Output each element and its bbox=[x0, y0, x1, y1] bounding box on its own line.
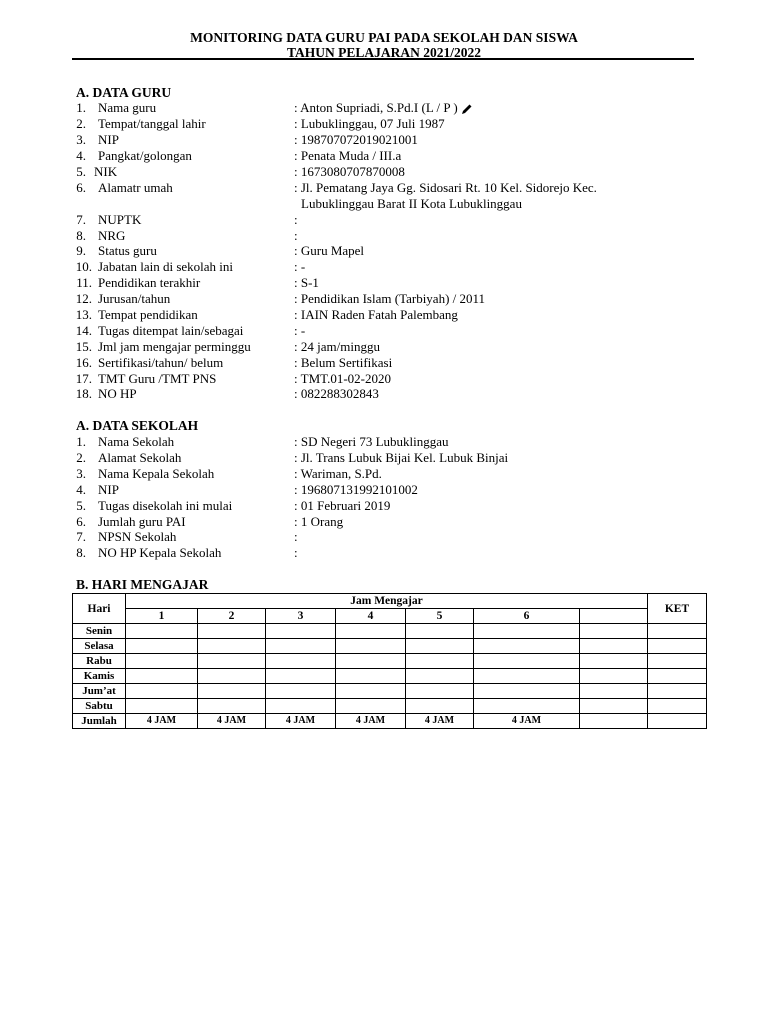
schedule-cell bbox=[126, 684, 198, 699]
jam-number-header: 3 bbox=[266, 609, 336, 624]
schedule-cell bbox=[126, 654, 198, 669]
field-value-text: : IAIN Raden Fatah Palembang bbox=[294, 307, 458, 322]
schedule-cell bbox=[266, 654, 336, 669]
field-value-text: : Lubuklinggau, 07 Juli 1987 bbox=[294, 116, 445, 131]
field-value bbox=[294, 228, 298, 244]
field-label: Pendidikan terakhir bbox=[98, 275, 201, 290]
schedule-cell bbox=[580, 669, 648, 684]
day-label: Kamis bbox=[73, 669, 126, 684]
field-value bbox=[294, 275, 319, 291]
field-number: 1. bbox=[76, 100, 86, 115]
field-value bbox=[294, 386, 379, 402]
field-number: 5. bbox=[76, 164, 86, 179]
schedule-cell bbox=[266, 639, 336, 654]
schedule-cell bbox=[648, 699, 707, 714]
field-row bbox=[0, 259, 768, 275]
field-value-text: : bbox=[294, 212, 298, 227]
table-header-row bbox=[73, 594, 707, 609]
schedule-cell bbox=[406, 654, 474, 669]
field-number: 4. bbox=[76, 148, 86, 163]
field-value bbox=[294, 212, 298, 228]
field-value-text: : 24 jam/minggu bbox=[294, 339, 380, 354]
field-value bbox=[294, 243, 364, 259]
field-number: 12. bbox=[75, 291, 92, 306]
field-value-text: : Guru Mapel bbox=[294, 243, 365, 258]
field-value-text: : 198707072019021001 bbox=[294, 132, 418, 147]
field-label: Alamat Sekolah bbox=[98, 449, 182, 465]
field-number: 6. bbox=[76, 180, 86, 195]
field-row bbox=[0, 148, 768, 164]
field-label: Pangkat/golongan bbox=[98, 148, 192, 163]
field-value bbox=[294, 164, 405, 180]
field-row bbox=[0, 291, 768, 307]
schedule-cell bbox=[266, 699, 336, 714]
day-label: Selasa bbox=[73, 639, 126, 654]
jumlah-value: 4 JAM bbox=[336, 714, 406, 729]
jumlah-value: 4 JAM bbox=[406, 714, 474, 729]
field-value bbox=[294, 498, 390, 514]
jam-number-header bbox=[580, 609, 648, 624]
field-value bbox=[294, 355, 392, 371]
field-row bbox=[0, 228, 768, 244]
schedule-cell bbox=[336, 654, 406, 669]
column-header-jam-mengajar: Jam Mengajar bbox=[126, 594, 648, 609]
field-number: 3. bbox=[76, 465, 86, 481]
field-label: Alamatr umah bbox=[98, 180, 173, 195]
jumlah-value bbox=[648, 714, 707, 729]
field-value-text: : bbox=[294, 228, 298, 243]
field-number: 13. bbox=[75, 307, 92, 322]
field-value bbox=[294, 339, 380, 355]
field-value-text: : 196807131992101002 bbox=[294, 481, 418, 497]
field-number: 7. bbox=[76, 212, 86, 227]
schedule-cell bbox=[336, 624, 406, 639]
field-label: Jumlah guru PAI bbox=[98, 513, 186, 529]
schedule-cell bbox=[580, 639, 648, 654]
field-row bbox=[0, 434, 768, 450]
field-value-text: : Wariman, S.Pd. bbox=[294, 465, 382, 481]
field-value bbox=[294, 434, 449, 450]
section-heading-data-guru: A. DATA GURU bbox=[76, 85, 172, 100]
field-value bbox=[294, 180, 597, 196]
field-value-text: : Anton Supriadi, S.Pd.I (L / P ) bbox=[294, 100, 458, 115]
jam-number-header: 2 bbox=[198, 609, 266, 624]
jumlah-value: 4 JAM bbox=[266, 714, 336, 729]
field-label: NIP bbox=[98, 481, 119, 497]
section-heading-data-sekolah: A. DATA SEKOLAH bbox=[76, 418, 199, 433]
field-label: NRG bbox=[98, 228, 126, 243]
field-value-text: : bbox=[294, 529, 298, 545]
field-label: Jurusan/tahun bbox=[98, 291, 171, 306]
pencil-icon bbox=[461, 103, 473, 115]
schedule-cell bbox=[580, 684, 648, 699]
field-number: 3. bbox=[76, 132, 86, 147]
field-label: NUPTK bbox=[98, 212, 142, 227]
field-number: 17. bbox=[75, 371, 92, 386]
schedule-cell bbox=[648, 624, 707, 639]
field-value-text: : Penata Muda / III.a bbox=[294, 148, 402, 163]
schedule-cell bbox=[580, 654, 648, 669]
section-heading-hari-mengajar: B. HARI MENGAJAR bbox=[76, 577, 209, 592]
field-label: Tempat/tanggal lahir bbox=[98, 116, 206, 131]
field-row bbox=[0, 450, 768, 466]
schedule-cell bbox=[406, 684, 474, 699]
schedule-cell bbox=[474, 684, 580, 699]
schedule-cell bbox=[474, 654, 580, 669]
schedule-cell bbox=[336, 639, 406, 654]
field-value-text: : Jl. Trans Lubuk Bijai Kel. Lubuk Binjai bbox=[294, 449, 509, 465]
field-label: TMT Guru /TMT PNS bbox=[98, 371, 217, 386]
field-label: Tugas ditempat lain/sebagai bbox=[98, 323, 244, 338]
day-label: Senin bbox=[73, 624, 126, 639]
field-row bbox=[0, 100, 768, 116]
table-row bbox=[73, 624, 707, 639]
jam-number-header: 6 bbox=[474, 609, 580, 624]
field-row bbox=[0, 466, 768, 482]
field-value-text: : - bbox=[294, 323, 306, 338]
schedule-cell bbox=[198, 639, 266, 654]
day-label: Rabu bbox=[73, 654, 126, 669]
field-row bbox=[0, 323, 768, 339]
field-number: 18. bbox=[75, 386, 92, 401]
field-number: 8. bbox=[76, 545, 86, 561]
field-label: Nama Sekolah bbox=[98, 434, 175, 449]
field-row bbox=[0, 482, 768, 498]
day-label: Jum’at bbox=[73, 684, 126, 699]
schedule-cell bbox=[580, 699, 648, 714]
field-value bbox=[294, 529, 298, 545]
schedule-cell bbox=[474, 624, 580, 639]
field-number: 16. bbox=[75, 355, 92, 370]
field-label: NIP bbox=[98, 132, 119, 147]
field-row bbox=[0, 164, 768, 180]
field-number: 1. bbox=[76, 434, 86, 449]
schedule-cell bbox=[580, 624, 648, 639]
field-value bbox=[294, 371, 391, 387]
field-row bbox=[0, 529, 768, 545]
column-header-ket: KET bbox=[648, 594, 707, 624]
table-row bbox=[73, 669, 707, 684]
field-row bbox=[0, 180, 768, 196]
jumlah-value: 4 JAM bbox=[198, 714, 266, 729]
field-value-text: : 082288302843 bbox=[294, 386, 379, 401]
field-row bbox=[0, 307, 768, 323]
field-row bbox=[0, 132, 768, 148]
field-row bbox=[0, 355, 768, 371]
field-value-text: : 01 Februari 2019 bbox=[294, 497, 391, 513]
jumlah-value: 4 JAM bbox=[126, 714, 198, 729]
field-number: 6. bbox=[76, 513, 86, 529]
table-row bbox=[73, 699, 707, 714]
title-divider bbox=[72, 58, 694, 60]
schedule-cell bbox=[198, 684, 266, 699]
field-value-text: : S-1 bbox=[294, 275, 319, 290]
schedule-cell bbox=[198, 624, 266, 639]
field-number: 9. bbox=[76, 243, 86, 258]
schedule-cell bbox=[406, 669, 474, 684]
field-row bbox=[0, 243, 768, 259]
field-value bbox=[294, 116, 445, 132]
field-row bbox=[0, 116, 768, 132]
field-label: NO HP bbox=[98, 386, 137, 401]
schedule-cell bbox=[406, 624, 474, 639]
schedule-cell bbox=[648, 639, 707, 654]
field-row-continuation bbox=[0, 196, 768, 212]
field-number: 2. bbox=[76, 116, 86, 131]
field-row bbox=[0, 545, 768, 561]
jam-number-header: 4 bbox=[336, 609, 406, 624]
field-value bbox=[294, 132, 418, 148]
day-label: Sabtu bbox=[73, 699, 126, 714]
jam-number-header: 1 bbox=[126, 609, 198, 624]
schedule-cell bbox=[474, 669, 580, 684]
field-value bbox=[294, 450, 508, 466]
schedule-cell bbox=[126, 669, 198, 684]
field-value-text: : bbox=[294, 545, 298, 561]
field-row bbox=[0, 514, 768, 530]
schedule-cell bbox=[336, 669, 406, 684]
field-row bbox=[0, 212, 768, 228]
field-value-text: : TMT.01-02-2020 bbox=[294, 371, 392, 386]
table-row bbox=[73, 654, 707, 669]
field-label: Status guru bbox=[98, 243, 157, 258]
field-value-text: : - bbox=[294, 259, 306, 274]
field-label: Jabatan lain di sekolah ini bbox=[98, 259, 234, 274]
table-total-row bbox=[73, 714, 707, 729]
field-value-text: : 1 Orang bbox=[294, 513, 344, 529]
field-number: 2. bbox=[76, 449, 86, 465]
jumlah-value: 4 JAM bbox=[474, 714, 580, 729]
field-label: NPSN Sekolah bbox=[98, 529, 177, 545]
field-value bbox=[294, 482, 418, 498]
schedule-cell bbox=[336, 684, 406, 699]
schedule-cell bbox=[648, 654, 707, 669]
schedule-cell bbox=[266, 684, 336, 699]
field-number: 8. bbox=[76, 228, 86, 243]
jumlah-value bbox=[580, 714, 648, 729]
field-number: 10. bbox=[75, 259, 92, 274]
schedule-cell bbox=[266, 624, 336, 639]
field-value-text: : Jl. Pematang Jaya Gg. Sidosari Rt. 10 Kel. Sidorejo Kec. bbox=[294, 180, 597, 195]
schedule-cell bbox=[648, 669, 707, 684]
schedule-cell bbox=[266, 669, 336, 684]
field-value bbox=[294, 307, 458, 323]
column-header-hari: Hari bbox=[73, 594, 126, 624]
field-value bbox=[294, 545, 298, 561]
field-value-text: : SD Negeri 73 Lubuklinggau bbox=[294, 434, 449, 449]
field-label: Nama guru bbox=[98, 100, 157, 115]
field-value bbox=[294, 466, 382, 482]
jam-number-header: 5 bbox=[406, 609, 474, 624]
schedule-cell bbox=[474, 699, 580, 714]
field-value-text: : 1673080707870008 bbox=[294, 164, 405, 179]
field-row bbox=[0, 386, 768, 402]
field-value bbox=[294, 514, 343, 530]
field-label: Sertifikasi/tahun/ belum bbox=[98, 355, 224, 370]
schedule-cell bbox=[406, 639, 474, 654]
document-subtitle: TAHUN PELAJARAN 2021/2022 bbox=[286, 45, 481, 60]
table-row bbox=[73, 684, 707, 699]
field-number: 14. bbox=[75, 323, 92, 338]
field-label: NIK bbox=[94, 164, 118, 179]
schedule-cell bbox=[474, 639, 580, 654]
schedule-cell bbox=[126, 639, 198, 654]
field-value bbox=[294, 100, 473, 116]
field-value-text: : Belum Sertifikasi bbox=[294, 355, 393, 370]
teaching-schedule-table bbox=[72, 593, 707, 729]
field-value-text: : Pendidikan Islam (Tarbiyah) / 2011 bbox=[294, 291, 486, 306]
field-value-continuation: Lubuklinggau Barat II Kota Lubuklinggau bbox=[301, 196, 522, 211]
schedule-cell bbox=[406, 699, 474, 714]
field-label: Jml jam mengajar perminggu bbox=[98, 339, 251, 354]
table-row bbox=[73, 639, 707, 654]
field-row bbox=[0, 498, 768, 514]
field-value bbox=[294, 291, 485, 307]
jumlah-label: Jumlah bbox=[73, 714, 126, 729]
schedule-cell bbox=[648, 684, 707, 699]
field-row bbox=[0, 339, 768, 355]
field-label: Tugas disekolah ini mulai bbox=[98, 497, 233, 513]
field-number: 11. bbox=[76, 275, 92, 290]
schedule-cell bbox=[126, 699, 198, 714]
field-number: 4. bbox=[76, 481, 86, 497]
schedule-cell bbox=[198, 699, 266, 714]
schedule-cell bbox=[336, 699, 406, 714]
schedule-cell bbox=[126, 624, 198, 639]
field-number: 7. bbox=[76, 529, 86, 545]
table-header-subrow bbox=[73, 609, 707, 624]
field-value bbox=[294, 148, 401, 164]
field-label: Nama Kepala Sekolah bbox=[98, 465, 215, 481]
document-title: MONITORING DATA GURU PAI PADA SEKOLAH DAN SISWA bbox=[190, 30, 578, 45]
field-label: Tempat pendidikan bbox=[98, 307, 198, 322]
field-value bbox=[294, 323, 305, 339]
schedule-cell bbox=[198, 669, 266, 684]
field-row bbox=[0, 371, 768, 387]
field-label: NO HP Kepala Sekolah bbox=[98, 545, 222, 561]
schedule-cell bbox=[198, 654, 266, 669]
field-number: 5. bbox=[76, 497, 86, 513]
field-number: 15. bbox=[75, 339, 92, 354]
field-value bbox=[294, 259, 305, 275]
field-row bbox=[0, 275, 768, 291]
